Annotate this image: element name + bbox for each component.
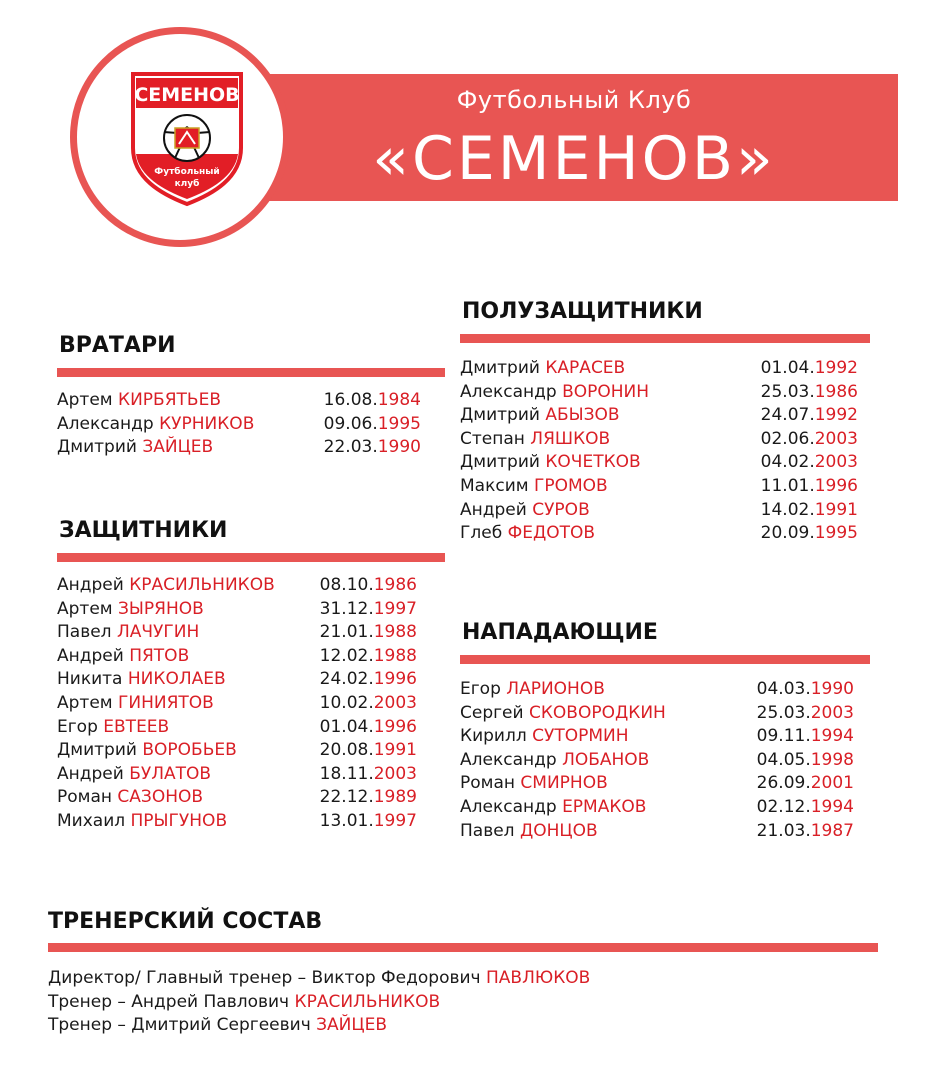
player-name <box>460 795 646 819</box>
section-divider <box>460 334 870 343</box>
birth-year: 1990 <box>810 679 854 699</box>
player-last-name: ЕРМАКОВ <box>562 797 647 817</box>
player-name <box>57 620 199 644</box>
player-name <box>57 573 275 597</box>
player-birthdate <box>761 498 858 522</box>
staff-member <box>48 966 590 990</box>
player-last-name: КОЧЕТКОВ <box>545 452 641 473</box>
player-first-name: Артем <box>57 693 119 713</box>
club-title: «СЕМЕНОВ» <box>372 124 776 194</box>
logo-circle <box>70 27 290 247</box>
midfielders-section <box>460 298 870 544</box>
birth-day-month: 04.03. <box>756 679 811 699</box>
birth-year: 1994 <box>810 726 854 747</box>
birth-year: 1996 <box>814 476 858 496</box>
player-name <box>460 701 666 725</box>
player-first-name: Глеб <box>460 523 508 544</box>
player-last-name: ПЯТОВ <box>129 645 190 666</box>
player-last-name: ГИНИЯТОВ <box>118 693 214 713</box>
player-first-name: Михаил <box>57 811 131 831</box>
player-last-name: СМИРНОВ <box>520 773 608 794</box>
staff-row <box>48 990 878 1014</box>
player-last-name: КАРАСЕВ <box>545 358 626 378</box>
player-last-name: ЗАЙЦЕВ <box>142 437 214 458</box>
player-name <box>460 748 649 772</box>
player-first-name: Дмитрий <box>57 740 143 761</box>
player-first-name: Дмитрий <box>460 358 546 378</box>
player-birthdate <box>761 427 858 451</box>
player-name <box>57 738 237 762</box>
player-row <box>57 738 417 762</box>
player-birthdate <box>761 474 858 498</box>
player-birthdate <box>320 738 417 762</box>
birth-day-month: 16.08. <box>323 390 378 410</box>
player-row <box>460 724 854 748</box>
birth-year: 1994 <box>810 797 854 817</box>
player-row <box>460 771 854 795</box>
player-last-name: ЛАЧУГИН <box>116 622 200 643</box>
birth-year: 1992 <box>814 358 858 378</box>
birth-year: 1991 <box>373 740 417 761</box>
staff-last-name: ЗАЙЦЕВ <box>316 1015 387 1035</box>
player-row <box>57 762 417 786</box>
birth-year: 2003 <box>373 763 417 784</box>
player-birthdate <box>757 701 854 725</box>
player-first-name: Андрей <box>57 763 130 784</box>
birth-day-month: 26.09. <box>756 773 811 794</box>
player-birthdate <box>757 795 854 819</box>
player-last-name: ПРЫГУНОВ <box>130 811 228 831</box>
section-title: ТРЕНЕРСКИЙ СОСТАВ <box>48 909 323 934</box>
birth-year: 1995 <box>377 413 421 434</box>
player-row <box>460 356 858 380</box>
player-last-name: ФЕДОТОВ <box>507 523 596 544</box>
staff-role: Тренер – Андрей Павлович <box>48 991 295 1012</box>
player-name <box>57 388 221 412</box>
player-first-name: Артем <box>57 390 119 410</box>
player-first-name: Андрей <box>57 645 130 666</box>
birth-day-month: 24.02. <box>319 669 374 690</box>
player-birthdate <box>324 435 421 459</box>
player-last-name: АБЫЗОВ <box>545 405 620 426</box>
player-last-name: ДОНЦОВ <box>519 820 598 841</box>
player-first-name: Андрей <box>460 499 533 520</box>
player-row <box>57 412 421 436</box>
birth-day-month: 21.01. <box>319 622 374 643</box>
player-row <box>460 498 858 522</box>
player-name <box>460 450 641 474</box>
player-first-name: Никита <box>57 669 128 690</box>
player-birthdate <box>761 521 858 545</box>
staff-member <box>48 1013 387 1037</box>
staff-row <box>48 966 878 990</box>
birth-day-month: 18.11. <box>319 763 374 784</box>
player-first-name: Александр <box>460 797 563 817</box>
forwards-section <box>460 619 870 841</box>
birth-day-month: 04.05. <box>756 749 811 770</box>
birth-year: 1987 <box>810 820 854 841</box>
birth-day-month: 14.02. <box>760 499 815 520</box>
club-subtitle: Футбольный Клуб <box>456 86 692 114</box>
birth-day-month: 12.02. <box>319 645 374 666</box>
player-name <box>57 785 203 809</box>
player-last-name: ЕВТЕЕВ <box>103 716 170 737</box>
player-row <box>460 701 854 725</box>
birth-year: 1996 <box>373 669 417 690</box>
header-banner <box>250 74 898 201</box>
birth-year: 1988 <box>373 645 417 666</box>
player-row <box>57 785 417 809</box>
birth-year: 1986 <box>373 575 417 595</box>
section-title: ПОЛУЗАЩИТНИКИ <box>462 299 703 324</box>
player-name <box>57 762 211 786</box>
birth-year: 1997 <box>373 811 417 831</box>
player-row <box>57 573 417 597</box>
player-row <box>57 620 417 644</box>
birth-day-month: 01.04. <box>760 358 815 378</box>
player-last-name: ВОРОБЬЕВ <box>142 740 237 761</box>
player-first-name: Дмитрий <box>460 452 546 473</box>
goalkeepers-section <box>57 332 445 458</box>
player-first-name: Александр <box>460 749 563 770</box>
player-first-name: Егор <box>57 716 104 737</box>
player-row <box>57 435 421 459</box>
staff-last-name: КРАСИЛЬНИКОВ <box>294 991 441 1012</box>
player-birthdate <box>320 667 417 691</box>
player-birthdate <box>757 748 854 772</box>
player-first-name: Павел <box>460 820 520 841</box>
player-name <box>57 715 169 739</box>
section-divider <box>57 553 445 562</box>
player-first-name: Андрей <box>57 575 130 595</box>
player-name <box>57 667 226 691</box>
player-first-name: Кирилл <box>460 726 533 747</box>
birth-day-month: 25.03. <box>756 702 811 723</box>
staff-last-name: ПАВЛЮКОВ <box>486 968 591 988</box>
player-birthdate <box>320 644 417 668</box>
player-name <box>460 724 629 748</box>
player-birthdate <box>320 809 417 833</box>
birth-day-month: 31.12. <box>319 598 374 619</box>
player-last-name: ЗЫРЯНОВ <box>118 598 204 619</box>
player-name <box>57 644 189 668</box>
player-first-name: Александр <box>460 381 563 402</box>
birth-year: 1988 <box>373 622 417 643</box>
player-last-name: САЗОНОВ <box>117 787 204 808</box>
player-birthdate <box>757 771 854 795</box>
player-first-name: Роман <box>460 773 521 794</box>
birth-year: 1991 <box>814 499 858 520</box>
player-name <box>460 521 595 545</box>
section-title: ВРАТАРИ <box>59 333 176 358</box>
defenders-section <box>57 517 445 831</box>
player-row <box>460 795 854 819</box>
player-birthdate <box>761 380 858 404</box>
player-birthdate <box>761 403 858 427</box>
player-last-name: КРАСИЛЬНИКОВ <box>129 575 275 595</box>
player-name <box>460 498 590 522</box>
player-name <box>460 380 649 404</box>
birth-day-month: 10.02. <box>319 693 374 713</box>
birth-day-month: 22.12. <box>319 787 374 808</box>
birth-day-month: 20.09. <box>760 523 815 544</box>
player-name <box>57 809 227 833</box>
birth-day-month: 09.06. <box>323 413 378 434</box>
player-row <box>57 597 417 621</box>
player-row <box>460 450 858 474</box>
birth-day-month: 25.03. <box>760 381 815 402</box>
birth-day-month: 01.04. <box>319 716 374 737</box>
player-row <box>460 380 858 404</box>
player-name <box>460 427 610 451</box>
section-title: НАПАДАЮЩИЕ <box>462 620 658 645</box>
player-first-name: Артем <box>57 598 119 619</box>
player-birthdate <box>761 450 858 474</box>
staff-role: Директор/ Главный тренер – Виктор Федорович <box>48 968 486 988</box>
player-row <box>460 748 854 772</box>
player-last-name: СУРОВ <box>532 499 590 520</box>
player-row <box>57 644 417 668</box>
staff-role: Тренер – Дмитрий Сергеевич <box>48 1015 317 1035</box>
player-name <box>460 677 605 701</box>
player-first-name: Роман <box>57 787 118 808</box>
player-row <box>57 388 421 412</box>
birth-year: 2003 <box>814 428 858 449</box>
player-name <box>57 691 214 715</box>
birth-year: 1998 <box>810 749 854 770</box>
staff-row <box>48 1013 878 1037</box>
player-birthdate <box>761 356 858 380</box>
player-last-name: ЛАРИОНОВ <box>506 679 605 699</box>
section-title: ЗАЩИТНИКИ <box>59 518 228 543</box>
player-first-name: Дмитрий <box>460 405 546 426</box>
player-first-name: Егор <box>460 679 507 699</box>
staff-member <box>48 990 440 1014</box>
birth-year: 1995 <box>814 523 858 544</box>
player-row <box>57 667 417 691</box>
birth-day-month: 22.03. <box>323 437 378 458</box>
birth-year: 2001 <box>810 773 854 794</box>
player-row <box>57 715 417 739</box>
player-name <box>460 356 625 380</box>
player-last-name: ЛЯШКОВ <box>530 428 611 449</box>
player-first-name: Максим <box>460 476 534 496</box>
coaching-staff-section <box>48 908 878 1035</box>
player-first-name: Сергей <box>460 702 529 723</box>
svg-text:Футбольный: Футбольный <box>154 167 220 177</box>
player-birthdate <box>757 677 854 701</box>
player-last-name: ЛОБАНОВ <box>562 749 650 770</box>
svg-text:СЕМЕНОВ: СЕМЕНОВ <box>134 84 240 106</box>
player-row <box>460 403 858 427</box>
player-name <box>57 435 213 459</box>
player-birthdate <box>320 691 417 715</box>
player-row <box>57 809 417 833</box>
birth-day-month: 20.08. <box>319 740 374 761</box>
player-birthdate <box>324 412 421 436</box>
player-birthdate <box>320 785 417 809</box>
player-birthdate <box>320 597 417 621</box>
player-row <box>460 427 858 451</box>
player-name <box>460 474 608 498</box>
player-first-name: Павел <box>57 622 117 643</box>
player-row <box>460 474 858 498</box>
birth-year: 1997 <box>373 598 417 619</box>
player-first-name: Степан <box>460 428 531 449</box>
player-row <box>460 819 854 843</box>
birth-year: 1989 <box>373 787 417 808</box>
birth-day-month: 13.01. <box>319 811 374 831</box>
birth-day-month: 02.06. <box>760 428 815 449</box>
player-last-name: НИКОЛАЕВ <box>127 669 226 690</box>
player-name <box>460 819 598 843</box>
player-last-name: ВОРОНИН <box>562 381 650 402</box>
player-last-name: ГРОМОВ <box>533 476 608 496</box>
player-name <box>460 771 608 795</box>
svg-text:клуб: клуб <box>174 179 200 189</box>
player-birthdate <box>757 819 854 843</box>
birth-day-month: 11.01. <box>760 476 815 496</box>
birth-day-month: 02.12. <box>756 797 811 817</box>
player-last-name: КИРБЯТЬЕВ <box>118 390 221 410</box>
birth-day-month: 24.07. <box>760 405 815 426</box>
player-birthdate <box>320 762 417 786</box>
player-row <box>460 521 858 545</box>
section-divider <box>57 368 445 377</box>
player-name <box>57 412 254 436</box>
player-first-name: Александр <box>57 413 160 434</box>
birth-day-month: 21.03. <box>756 820 811 841</box>
player-last-name: КУРНИКОВ <box>159 413 255 434</box>
player-first-name: Дмитрий <box>57 437 143 458</box>
birth-day-month: 04.02. <box>760 452 815 473</box>
player-birthdate <box>757 724 854 748</box>
birth-year: 2003 <box>814 452 858 473</box>
section-divider <box>48 943 878 952</box>
player-birthdate <box>320 620 417 644</box>
player-row <box>460 677 854 701</box>
player-last-name: СУТОРМИН <box>532 726 629 747</box>
player-last-name: СКОВОРОДКИН <box>528 702 666 723</box>
birth-year: 2003 <box>810 702 854 723</box>
birth-year: 1990 <box>377 437 421 458</box>
player-name <box>57 597 204 621</box>
player-birthdate <box>324 388 421 412</box>
birth-year: 1984 <box>377 390 421 410</box>
birth-year: 2003 <box>373 693 417 713</box>
section-divider <box>460 655 870 664</box>
birth-year: 1986 <box>814 381 858 402</box>
player-last-name: БУЛАТОВ <box>129 763 212 784</box>
player-birthdate <box>320 715 417 739</box>
player-birthdate <box>320 573 417 597</box>
birth-day-month: 08.10. <box>319 575 374 595</box>
birth-year: 1996 <box>373 716 417 737</box>
birth-day-month: 09.11. <box>756 726 811 747</box>
club-crest-icon <box>127 70 247 208</box>
player-name <box>460 403 620 427</box>
birth-year: 1992 <box>814 405 858 426</box>
player-row <box>57 691 417 715</box>
